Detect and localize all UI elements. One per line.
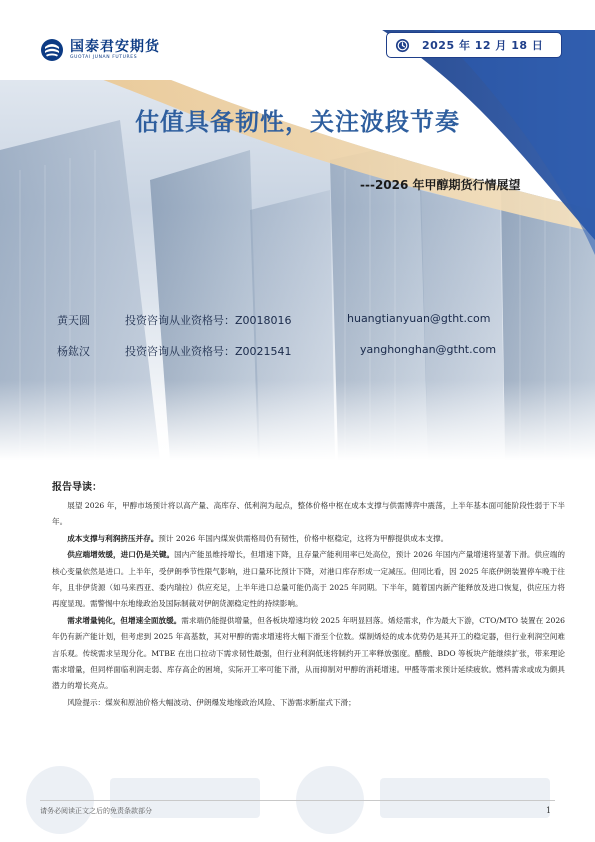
report-date: 2025 年 12 月 18 日 bbox=[422, 39, 544, 52]
brand-logo bbox=[40, 38, 160, 62]
summary-point-title: 成本支撑与利润挤压并存。 bbox=[67, 533, 159, 543]
analyst-row bbox=[57, 343, 527, 359]
brand-name-cn: 国泰君安期货 bbox=[70, 38, 160, 55]
summary-point-text: 国内产能虽维持增长，但增速下降，且存量产能利用率已处高位，预计 2026 年国内产量增速将显著下滑。供应端的核心变量依然是进口。上半年，受伊朗季节性限气影响，进口量环比预计下降，对港口库存形成一定减压。但同比看，因 2025 年底伊朗装置停车晚于往年，且非伊货源（如马来西亚、委内瑞拉）供应充足，上半年进口总量可能仍高于 2025 年同期。下半年，随着国内新产能释放及进口恢复，供应压力将再度显现。需警惕中东地缘政治及国际制裁对伊朗货源稳定性的持续影响。 bbox=[52, 550, 565, 609]
analyst-certificate: 投资咨询从业资格号：Z0021541 bbox=[125, 345, 292, 358]
brand-logo-icon bbox=[40, 38, 64, 62]
summary-point-demand bbox=[52, 613, 565, 695]
report-subtitle: ---2026 年甲醇期货行情展望 bbox=[360, 178, 521, 192]
analyst-name: 黄天圆 bbox=[57, 314, 90, 327]
report-title: 估值具备韧性，关注波段节奏 bbox=[135, 108, 460, 136]
summary-point-text: 需求端仍能提供增量，但各板块增速均较 2025 年明显回落。烯烃需求，作为最大下游，CTO/MTO 装置在 2026 年仍有新产能计划，但考虑到 2025 年高基数，其对甲醇的需求增速将大幅下滑至个位数。煤制烯烃的成本优势仍是其开工的稳定器，但行业利润空间难言乐观。传统需求呈现分化。MTBE 在出口拉动下需求韧性最强，但行业利润低迷将制约开工率释放强度。醋酸、BDO 等板块产能继续扩张，带来理论需求增量，但同样面临利润走弱、库存高企的困境，实际开工率可能下滑，从而抑制对甲醇的消耗增速。甲醛等需求预计延续疲软。燃料需求或成为颇具潜力的增长亮点。 bbox=[52, 615, 565, 691]
disclaimer-note: 请务必阅读正文之后的免责条款部分 bbox=[40, 807, 152, 815]
summary-intro: 展望 2026 年，甲醇市场预计将以高产量、高库存、低利润为起点，整体价格中枢在成本支撑与供需博弈中震荡，上半年基本面可能阶段性弱于下半年。 bbox=[52, 501, 565, 527]
page-number: 1 bbox=[546, 806, 552, 815]
summary-point-supply bbox=[52, 547, 565, 613]
analyst-row bbox=[57, 312, 527, 328]
analyst-email-link[interactable]: huangtianyuan@gtht.com bbox=[347, 312, 491, 325]
analyst-certificate: 投资咨询从业资格号：Z0018016 bbox=[125, 314, 292, 327]
risk-warning: 风险提示：煤炭和原油价格大幅波动、伊朗爆发地缘政治风险、下游需求断崖式下滑； bbox=[67, 697, 356, 707]
brand-watermark bbox=[0, 700, 595, 842]
report-date-badge bbox=[386, 32, 562, 58]
summary-point-title: 需求增量钝化，但增速全面放缓。 bbox=[67, 615, 182, 625]
clock-icon bbox=[395, 38, 410, 53]
summary-point-cost bbox=[52, 531, 565, 547]
summary-heading: 报告导读： bbox=[52, 482, 102, 493]
report-summary bbox=[52, 478, 565, 711]
footer-divider bbox=[40, 800, 555, 801]
brand-name-en: GUOTAI JUNAN FUTURES bbox=[70, 54, 138, 60]
summary-point-title: 供应端增效缓，进口仍是关键。 bbox=[67, 550, 175, 560]
analyst-name: 杨鈜汉 bbox=[57, 345, 90, 358]
summary-point-text: 预计 2026 年国内煤炭供需格局仍有韧性，价格中枢稳定，这将为甲醇提供成本支撑。 bbox=[158, 533, 449, 543]
analyst-email-link[interactable]: yanghonghan@gtht.com bbox=[360, 343, 497, 356]
